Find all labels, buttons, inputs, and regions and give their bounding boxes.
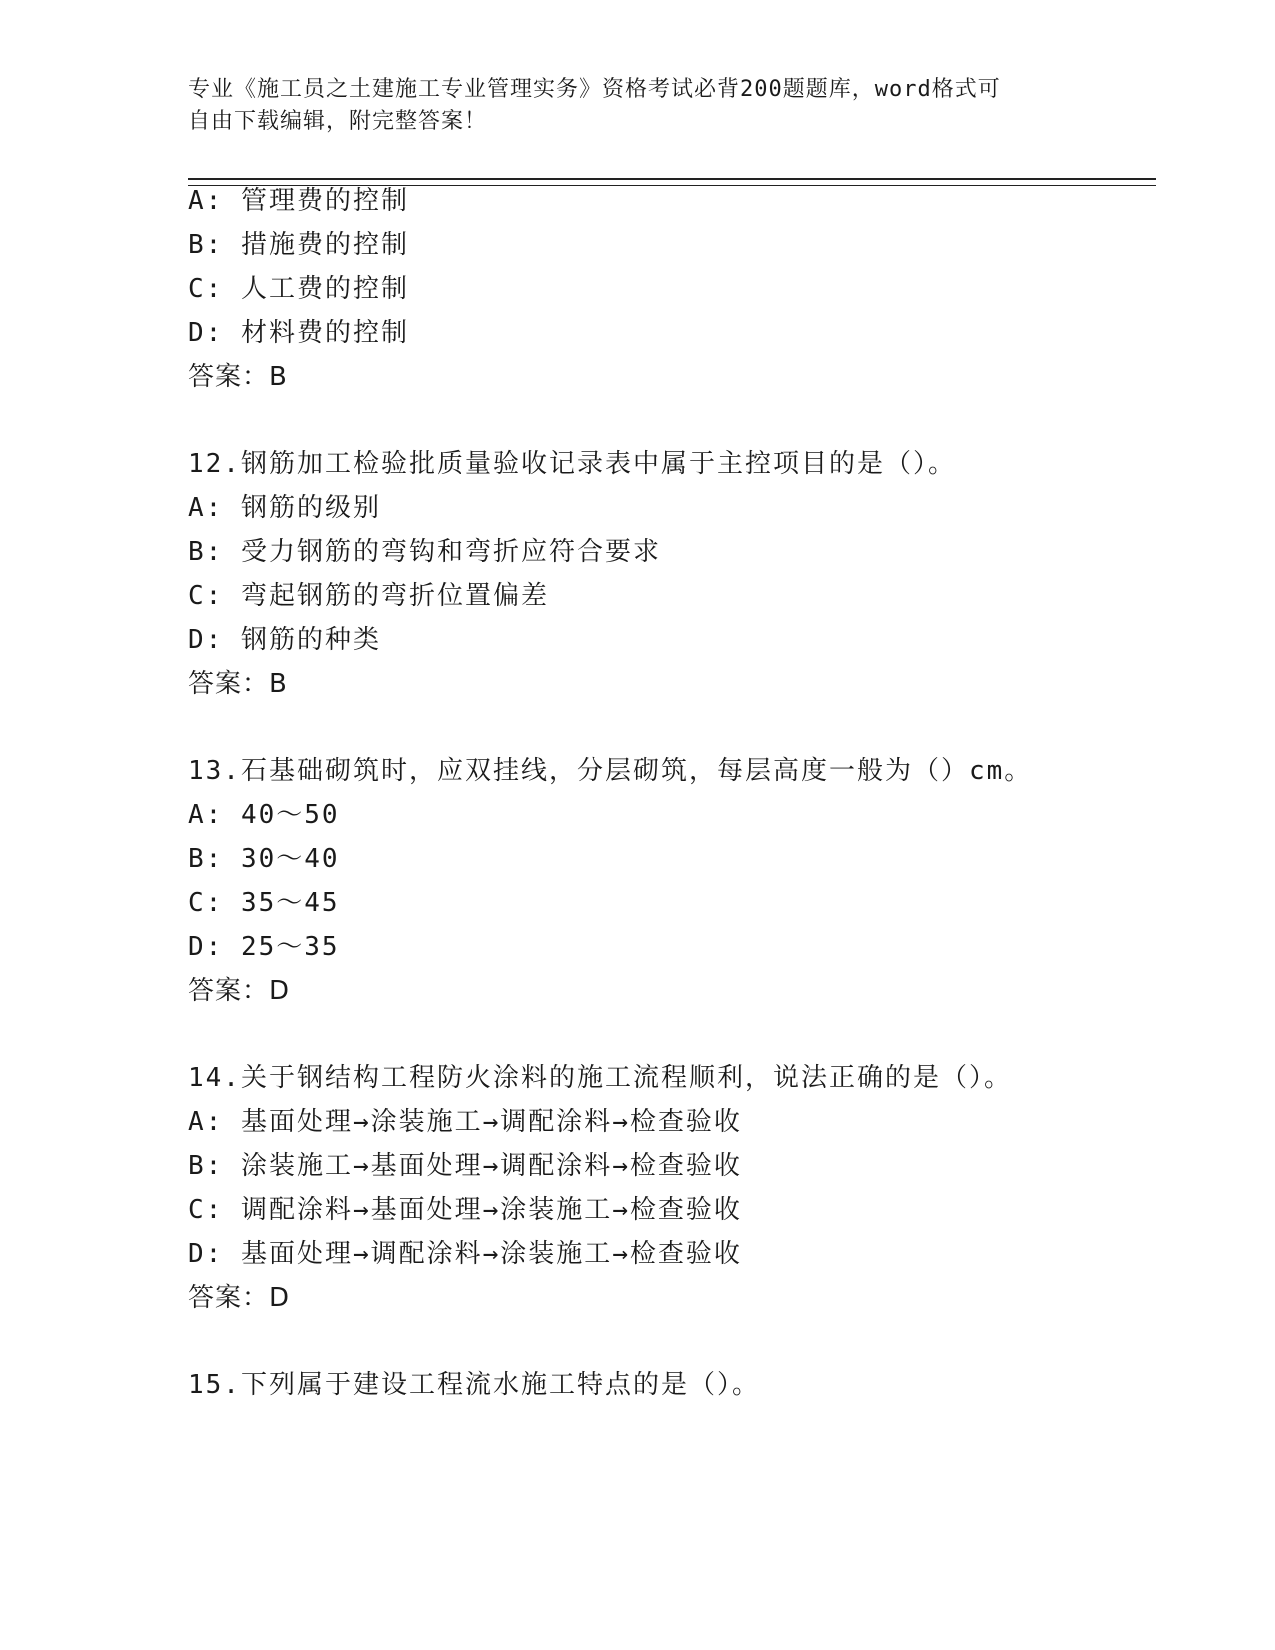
q12-option-a: A: 钢筋的级别: [188, 493, 381, 523]
q14-question: 14.关于钢结构工程防火涂料的施工流程顺利，说法正确的是（）。: [188, 1063, 1012, 1093]
document-header: [188, 74, 1068, 138]
q14-option-d: D: 基面处理→调配涂料→涂装施工→检查验收: [188, 1239, 742, 1269]
q11-answer: 答案：B: [188, 362, 288, 392]
q13-option-c: C: 35～45: [188, 888, 340, 918]
q13-option-b: B: 30～40: [188, 844, 340, 874]
q12-option-d: D: 钢筋的种类: [188, 625, 381, 655]
q13-option-d: D: 25～35: [188, 932, 340, 962]
q11-option-a: A: 管理费的控制: [188, 186, 409, 216]
q12-option-c: C: 弯起钢筋的弯折位置偏差: [188, 581, 549, 611]
q11-option-c: C: 人工费的控制: [188, 274, 409, 304]
q13-answer: 答案：D: [188, 976, 291, 1006]
q11-option-b: B: 措施费的控制: [188, 230, 409, 260]
q12-answer: 答案：B: [188, 669, 288, 699]
q14-answer: 答案：D: [188, 1283, 291, 1313]
header-line-2: 自由下载编辑，附完整答案！: [188, 109, 488, 134]
q14-option-c: C: 调配涂料→基面处理→涂装施工→检查验收: [188, 1195, 742, 1225]
q14-option-a: A: 基面处理→涂装施工→调配涂料→检查验收: [188, 1107, 742, 1137]
q11-option-d: D: 材料费的控制: [188, 318, 409, 348]
q14-option-b: B: 涂装施工→基面处理→调配涂料→检查验收: [188, 1151, 742, 1181]
header-line-1: 专业《施工员之土建施工专业管理实务》资格考试必背200题题库，word格式可: [188, 77, 1001, 102]
q12-question: 12.钢筋加工检验批质量验收记录表中属于主控项目的是（）。: [188, 449, 956, 479]
q13-question: 13.石基础砌筑时，应双挂线，分层砌筑，每层高度一般为（）cm。: [188, 756, 1033, 786]
q15-question: 15.下列属于建设工程流水施工特点的是（）。: [188, 1370, 760, 1400]
q13-option-a: A: 40～50: [188, 800, 340, 830]
q12-option-b: B: 受力钢筋的弯钩和弯折应符合要求: [188, 537, 661, 567]
